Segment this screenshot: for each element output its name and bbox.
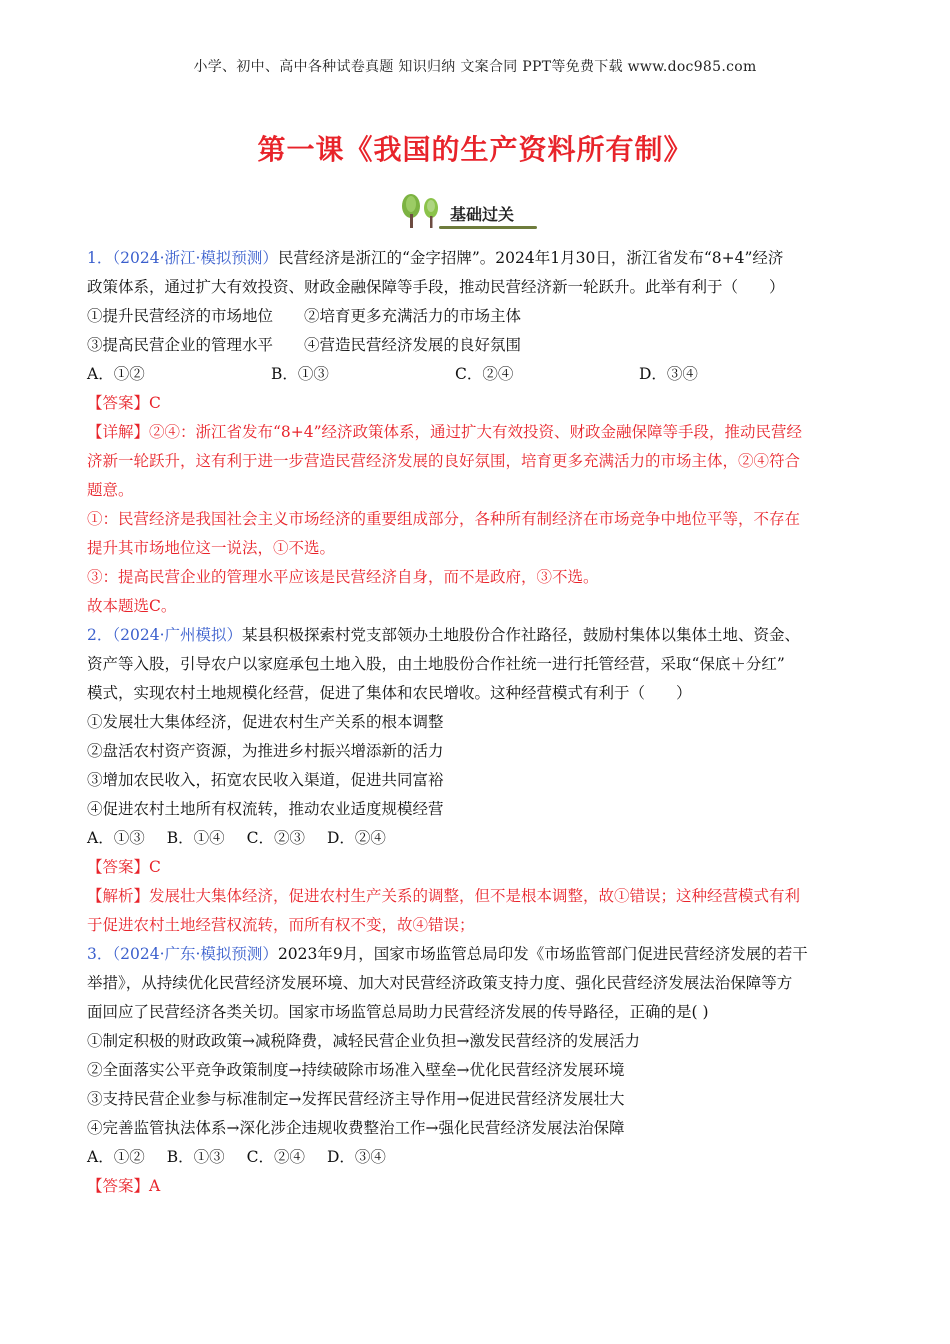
option-a: A．①② [87, 1148, 145, 1166]
question-source: （2024·广州模拟） [112, 626, 242, 644]
option-c: C．②④ [455, 365, 514, 383]
explanation-line: 提升其市场地位这一说法，①不选。 [87, 539, 336, 557]
question-1-stem [87, 244, 867, 273]
question-item: ②盘活农村资产资源，为推进乡村振兴增添新的活力 [87, 742, 444, 760]
question-item: ①发展壮大集体经济，促进农村生产关系的根本调整 [87, 713, 444, 731]
question-item: ③提高民营企业的管理水平 ④营造民营经济发展的良好氛围 [87, 336, 522, 354]
section-banner [397, 192, 557, 232]
explanation-line: 题意。 [87, 481, 134, 499]
answer: 【答案】C [87, 394, 161, 412]
question-item: ①制定积极的财政政策→减税降费，减轻民营企业负担→激发民营经济的发展活力 [87, 1032, 640, 1050]
option-b: B．①③ [166, 1148, 225, 1166]
question-text: 资产等入股，引导农户以家庭承包土地入股，由土地股份合作社统一进行托管经营，采取“保底＋分红” [87, 655, 785, 673]
question-source: （2024·浙江·模拟预测） [112, 249, 278, 267]
explanation-line: 济新一轮跃升，这有利于进一步营造民营经济发展的良好氛围，培育更多充满活力的市场主体，②④符合 [87, 452, 801, 470]
explanation-line: 故本题选C。 [87, 597, 177, 615]
question-item: ③支持民营企业参与标准制定→发挥民营经济主导作用→促进民营经济发展壮大 [87, 1090, 625, 1108]
question-list [87, 244, 867, 1201]
explanation-line: 于促进农村土地经营权流转，而所有权不变，故④错误； [87, 916, 475, 934]
explanation-line: 【详解】②④：浙江省发布“8+4”经济政策体系，通过扩大有效投资、财政金融保障等手段，推动民营经 [87, 423, 803, 441]
option-a: A．①② [87, 365, 145, 383]
option-c: C．②③ [246, 829, 305, 847]
option-d: D．③④ [639, 365, 698, 383]
question-text: 2023年9月，国家市场监管总局印发《市场监管部门促进民营经济发展的若干 [277, 945, 808, 963]
page-title: 第一课《我国的生产资料所有制》 [257, 133, 693, 166]
question-item: ④完善监管执法体系→深化涉企违规收费整治工作→强化民营经济发展法治保障 [87, 1119, 625, 1137]
question-text: 模式，实现农村土地规模化经营，促进了集体和农民增收。这种经营模式有利于（ ） [87, 684, 692, 702]
option-c: C．②④ [246, 1148, 305, 1166]
question-item: ①提升民营经济的市场地位 ②培育更多充满活力的市场主体 [87, 307, 522, 325]
question-item: ③增加农民收入，拓宽农民收入渠道，促进共同富裕 [87, 771, 444, 789]
section-label: 基础过关 [450, 205, 515, 224]
option-a: A．①③ [87, 829, 145, 847]
question-number: 3． [87, 945, 113, 963]
option-d: D．③④ [326, 1148, 386, 1166]
question-2-stem [87, 621, 867, 650]
question-3-stem [87, 940, 867, 969]
question-item: ④促进农村土地所有权流转，推动农业适度规模经营 [87, 800, 444, 818]
explanation-line: ③：提高民营企业的管理水平应该是民营经济自身，而不是政府，③不选。 [87, 568, 599, 586]
question-text: 民营经济是浙江的“金字招牌”。2024年1月30日，浙江省发布“8+4”经济 [277, 249, 784, 267]
explanation-line: 【解析】发展壮大集体经济，促进农村生产关系的调整，但不是根本调整，故①错误；这种经营模式有利 [87, 887, 801, 905]
option-b: B．①③ [271, 365, 329, 383]
question-text: 政策体系，通过扩大有效投资、财政金融保障等手段，推动民营经济新一轮跃升。此举有利于（ ） [87, 278, 785, 296]
option-d: D．②④ [326, 829, 386, 847]
question-options [87, 1143, 867, 1172]
question-item: ②全面落实公平竞争政策制度→持续破除市场准入壁垒→优化民营经济发展环境 [87, 1061, 625, 1079]
answer: 【答案】A [87, 1177, 161, 1195]
question-text: 面回应了民营经济各类关切。国家市场监管总局助力民营经济发展的传导路径，正确的是( ) [87, 1003, 709, 1021]
question-text: 某县积极探索村党支部领办土地股份合作社路径，鼓励村集体以集体土地、资金、 [242, 626, 801, 644]
question-source: （2024·广东·模拟预测） [112, 945, 278, 963]
option-b: B．①④ [166, 829, 225, 847]
question-options [87, 360, 867, 389]
page-header: 小学、初中、高中各种试卷真题 知识归纳 文案合同 PPT等免费下载 www.doc985.com [193, 59, 757, 75]
answer: 【答案】C [87, 858, 161, 876]
question-number: 1． [87, 249, 113, 267]
section-underline [439, 226, 537, 229]
question-number: 2． [87, 626, 113, 644]
explanation-line: ①：民营经济是我国社会主义市场经济的重要组成部分，各种所有制经济在市场竞争中地位平等，不存在 [87, 510, 801, 528]
question-options [87, 824, 867, 853]
question-text: 举措》，从持续优化民营经济发展环境、加大对民营经济政策支持力度、强化民营经济发展法治保障等方 [87, 974, 793, 992]
